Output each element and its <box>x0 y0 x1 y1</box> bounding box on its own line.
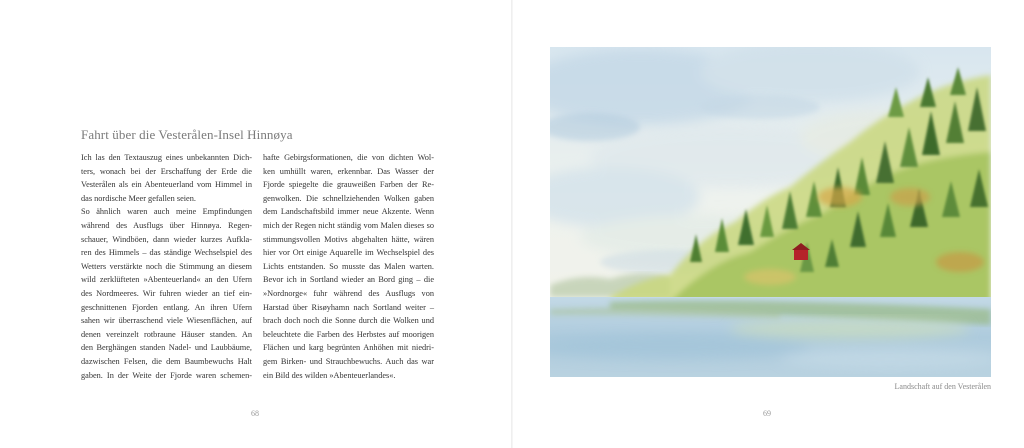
page-number-left: 68 <box>251 409 259 418</box>
text-line: den Berghängen standen Nadel- und Laubbäume, <box>81 343 252 353</box>
text-line: brach doch noch die Sonne durch die Wolken und <box>263 316 434 326</box>
text-line: Ich las den Textauszug eines unbekannten Dich- <box>81 153 252 162</box>
text-line: gem Birken- und Strauchbewuchs. Auch das war <box>263 356 434 366</box>
text-column-right <box>263 151 434 382</box>
text-column-left <box>81 151 252 382</box>
text-line: während des Ausflugs über Hinnøya. Regen- <box>81 220 252 230</box>
watercolor-painting <box>550 47 991 377</box>
red-house <box>794 249 808 260</box>
chapter-heading: Fahrt über die Vesterålen-Insel Hinnøya <box>81 127 293 142</box>
text-line: dazwischen Felsen, die dem Baumbewuchs Halt <box>81 356 252 366</box>
text-line: ein Bild des wilden »Abenteuerlandes«. <box>263 370 396 380</box>
text-line: Vesterålen als ein Abenteuerland vom Himmel in <box>81 180 252 190</box>
text-line: gaben. In der Weite der Fjorde waren schemen- <box>81 370 252 380</box>
page-number-right: 69 <box>763 409 771 418</box>
text-line: So ähnlich waren auch meine Empfindungen <box>81 207 252 217</box>
text-line: Lichts entstanden. So musste das Malen warten. <box>263 261 434 271</box>
text-line: ters, wonach bei der Erschaffung der Erde die <box>81 166 252 176</box>
painting-caption: Landschaft auf den Vesterålen <box>894 382 991 391</box>
text-line: Harstad über Risøyhamn nach Sortland weiter – <box>263 302 434 312</box>
text-line: schauer, Windböen, dann wieder kurzes Aufkla- <box>81 234 252 244</box>
text-line: beleuchtete die Farben des Herbstes auf moorigen <box>263 329 434 339</box>
text-line: »Nordnorge« fuhr während des Ausflugs von <box>263 288 434 298</box>
text-line: ken umhüllt waren, erkennbar. Das Wasser der <box>263 166 434 176</box>
text-line: Fjorde spiegelte die grauweißen Farben der Re- <box>263 180 434 190</box>
text-line: wild zerklüfteten »Abenteuerland« an den Ufern <box>81 275 252 285</box>
text-line: stimmungsvollen Motivs abgehalten hätte, wären <box>263 234 434 244</box>
text-line: ren des Himmels – das ständige Wechselspiel des <box>81 248 252 258</box>
painting-svg <box>550 47 991 377</box>
text-line: hier vor Ort einige Aquarelle im Wechselspiel des <box>263 248 434 258</box>
text-line: denen vereinzelt rotbraune Häuser standen. An <box>81 329 252 339</box>
text-line: Wetters verstärkte noch die Stimmung an diesem <box>81 261 252 271</box>
text-line: Flächen und karg begrünten Anhöhen mit niedri- <box>263 343 434 353</box>
text-line: Bevor ich in Sortland wieder an Bord ging – die <box>263 275 434 285</box>
text-line: des Nordmeeres. Wir fuhren wieder an tief ein- <box>81 288 252 298</box>
text-line: das nordische Meer gefallen seien. <box>81 193 196 203</box>
text-line: sahen wir überraschend viele Wiesenflächen, auf <box>81 316 252 326</box>
text-line: genwolken. Die schnellziehenden Wolken gaben <box>263 193 434 203</box>
text-line: hafte Gebirgsformationen, die von dichten Wol- <box>263 153 434 162</box>
text-line: geschnittenen Fjorden entlang. An ihren Ufern <box>81 302 252 312</box>
text-line: dem Landschaftsbild immer neue Akzente. Wenn <box>263 207 434 217</box>
text-line: mich der Regen nicht ständig vom Malen dieses so <box>263 220 434 230</box>
book-gutter <box>511 0 513 448</box>
